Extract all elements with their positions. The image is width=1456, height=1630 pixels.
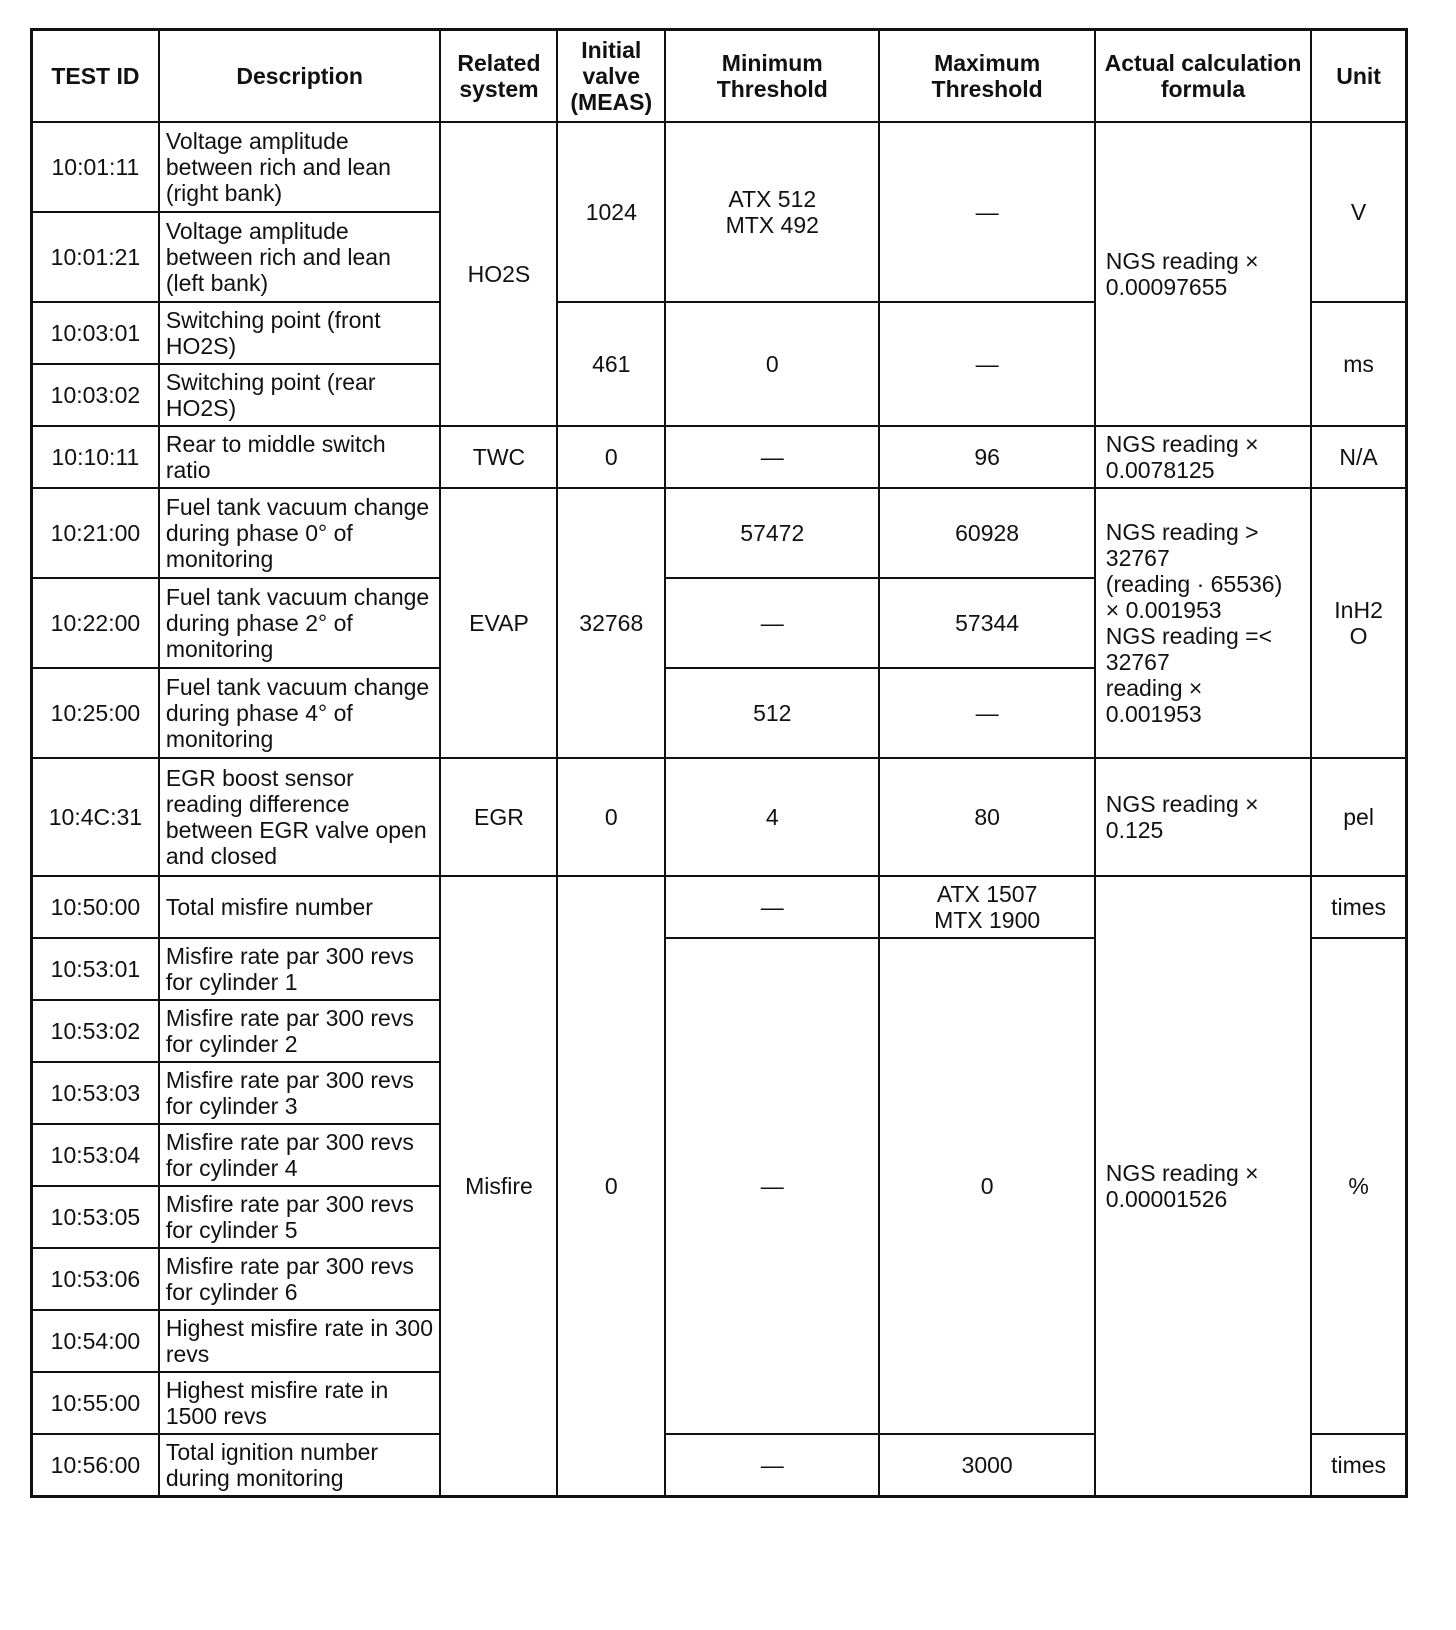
test-id-cell: 10:56:00 [32,1434,159,1496]
min-threshold-cell: 57472 [665,488,879,578]
max-threshold-cell [879,876,1094,938]
test-id-cell: 10:03:02 [32,364,159,426]
initial-value-cell: 0 [557,758,665,876]
test-id-cell: 10:53:06 [32,1248,159,1310]
initial-value-cell: 461 [557,302,665,426]
description-cell: Fuel tank vacuum change during phase 0° of monitoring [159,488,441,578]
description-cell: Voltage amplitude between rich and lean (left bank) [159,212,441,302]
table-row [32,426,1407,488]
min-threshold-cell: — [665,876,879,938]
min-threshold-cell: — [665,426,879,488]
monitor-test-table [30,28,1408,1498]
description-cell: Misfire rate par 300 revs for cylinder 1 [159,938,441,1000]
unit-cell: times [1311,876,1406,938]
unit-cell: % [1311,938,1406,1434]
max-threshold-cell: 80 [879,758,1094,876]
max-threshold-cell: 3000 [879,1434,1094,1496]
formula-line: 0.001953 [1105,701,1202,727]
header-related-system: Related system [440,30,557,123]
test-id-cell: 10:54:00 [32,1310,159,1372]
max-threshold-cell: 57344 [879,578,1094,668]
unit-cell: V [1311,122,1406,302]
unit-line: O [1349,623,1368,649]
max-threshold-cell: — [879,302,1094,426]
description-cell: Voltage amplitude between rich and lean (right bank) [159,122,441,212]
formula-line: NGS reading × [1105,791,1259,817]
header-max-threshold: Maximum Threshold [879,30,1094,123]
unit-cell [1311,488,1406,758]
description-cell: Fuel tank vacuum change during phase 4° of monitoring [159,668,441,758]
unit-cell: times [1311,1434,1406,1496]
header-unit: Unit [1311,30,1406,123]
description-cell: Misfire rate par 300 revs for cylinder 2 [159,1000,441,1062]
description-cell: Misfire rate par 300 revs for cylinder 6 [159,1248,441,1310]
formula-line: 0.00001526 [1105,1185,1228,1212]
test-id-cell: 10:22:00 [32,578,159,668]
test-id-cell: 10:01:21 [32,212,159,302]
description-cell: Switching point (front HO2S) [159,302,441,364]
formula-line: NGS reading > [1105,519,1259,545]
formula-line: 32767 [1105,545,1170,571]
formula-line: NGS reading × [1105,431,1259,457]
formula-cell-evap [1095,488,1311,758]
test-id-cell: 10:25:00 [32,668,159,758]
system-cell-misfire: Misfire [440,876,557,1496]
test-id-cell: 10:10:11 [32,426,159,488]
header-test-id: TEST ID [32,30,159,123]
system-cell-evap: EVAP [440,488,557,758]
description-cell: Rear to middle switch ratio [159,426,441,488]
max-threshold-cell: — [879,122,1094,302]
unit-cell: ms [1311,302,1406,426]
formula-line: 0.125 [1105,817,1164,843]
test-id-cell: 10:53:02 [32,1000,159,1062]
header-formula: Actual calculation formula [1095,30,1311,123]
formula-cell-ho2s [1095,122,1311,426]
header-min-threshold: Minimum Threshold [665,30,879,123]
formula-cell-twc [1095,426,1311,488]
system-cell-twc: TWC [440,426,557,488]
test-id-cell: 10:55:00 [32,1372,159,1434]
initial-value-cell: 0 [557,876,665,1496]
min-threshold-atx: ATX 512 [728,186,817,212]
formula-line: 0.00097655 [1105,274,1228,300]
min-threshold-cell: 512 [665,668,879,758]
formula-line: NGS reading =< [1105,623,1273,649]
initial-value-cell: 32768 [557,488,665,758]
min-threshold-cell: — [665,1434,879,1496]
min-threshold-cell: 4 [665,758,879,876]
description-cell: Total ignition number during monitoring [159,1434,441,1496]
unit-line: InH2 [1334,597,1383,623]
unit-cell: pel [1311,758,1406,876]
description-cell: Misfire rate par 300 revs for cylinder 3 [159,1062,441,1124]
test-id-cell: 10:53:01 [32,938,159,1000]
test-id-cell: 10:50:00 [32,876,159,938]
test-id-cell: 10:53:03 [32,1062,159,1124]
description-cell: Total misfire number [159,876,441,938]
header-description: Description [159,30,441,123]
description-cell: Highest misfire rate in 1500 revs [159,1372,441,1434]
initial-value-cell: 1024 [557,122,665,302]
max-threshold-cell: 96 [879,426,1094,488]
max-threshold-cell: 60928 [879,488,1094,578]
min-threshold-cell: 0 [665,302,879,426]
table-row [32,488,1407,578]
max-threshold-atx: ATX 1507 [936,881,1038,907]
formula-line: 32767 [1105,649,1170,675]
initial-value-cell: 0 [557,426,665,488]
unit-cell: N/A [1311,426,1406,488]
max-threshold-cell: 0 [879,938,1094,1434]
table-row [32,876,1407,938]
formula-line: 0.0078125 [1105,457,1215,483]
description-cell: EGR boost sensor reading difference between EGR valve open and closed [159,758,441,876]
system-cell-ho2s: HO2S [440,122,557,426]
max-threshold-mtx: MTX 1900 [934,907,1041,933]
formula-line: reading × [1105,675,1203,701]
description-cell: Misfire rate par 300 revs for cylinder 4 [159,1124,441,1186]
system-cell-egr: EGR [440,758,557,876]
formula-cell-misfire [1095,876,1311,1496]
min-threshold-cell [665,122,879,302]
description-cell: Misfire rate par 300 revs for cylinder 5 [159,1186,441,1248]
test-id-cell: 10:01:11 [32,122,159,212]
min-threshold-cell: — [665,578,879,668]
test-id-cell: 10:53:04 [32,1124,159,1186]
description-cell: Switching point (rear HO2S) [159,364,441,426]
max-threshold-cell: — [879,668,1094,758]
test-id-cell: 10:4C:31 [32,758,159,876]
description-cell: Fuel tank vacuum change during phase 2° of monitoring [159,578,441,668]
test-id-cell: 10:53:05 [32,1186,159,1248]
description-cell: Highest misfire rate in 300 revs [159,1310,441,1372]
min-threshold-mtx: MTX 492 [725,212,819,238]
test-id-cell: 10:21:00 [32,488,159,578]
formula-cell-egr [1095,758,1311,876]
min-threshold-cell: — [665,938,879,1434]
formula-line: NGS reading × [1105,248,1259,274]
formula-line: (reading · 65536) [1105,571,1283,597]
test-id-cell: 10:03:01 [32,302,159,364]
table-row [32,758,1407,876]
header-initial-value: Initial valve (MEAS) [557,30,665,123]
table-row [32,122,1407,212]
formula-line: × 0.001953 [1105,597,1222,623]
header-row [32,30,1407,123]
formula-line: NGS reading × [1105,1159,1259,1186]
